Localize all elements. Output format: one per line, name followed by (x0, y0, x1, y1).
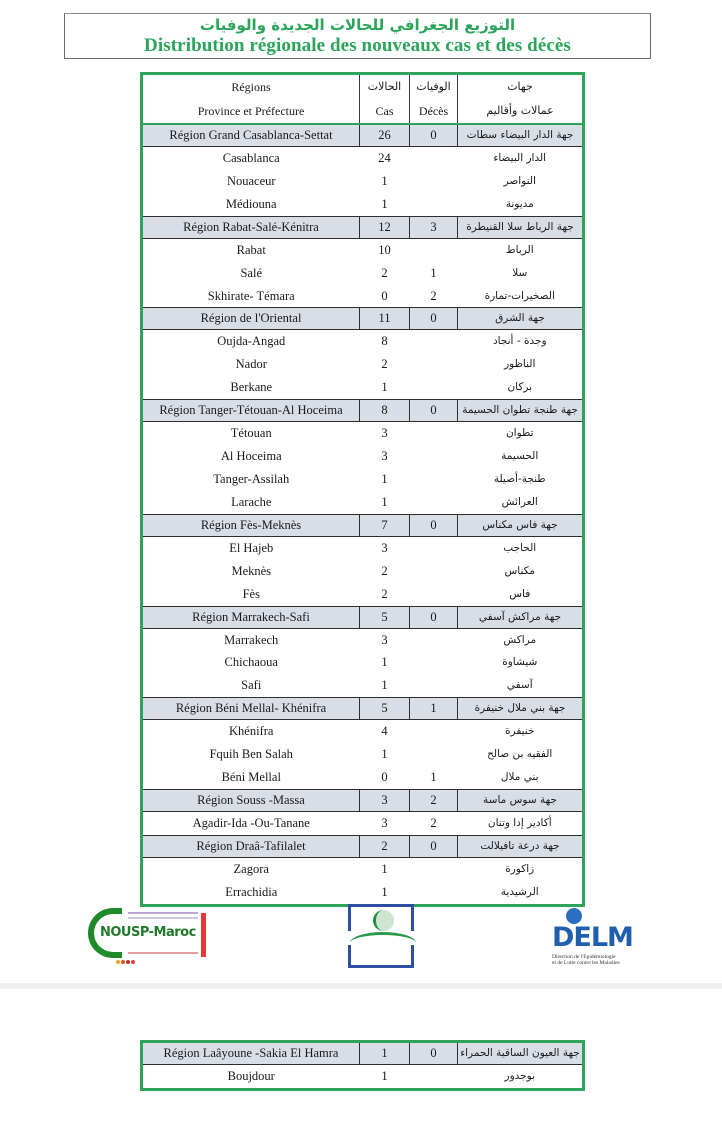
region-name-ar: جهة مراكش آسفي (458, 606, 584, 628)
province-row (142, 468, 584, 491)
province-row (142, 1065, 584, 1090)
province-deces (410, 1065, 458, 1090)
region-deces: 3 (410, 216, 458, 238)
region-name: Région Draâ-Tafilalet (142, 835, 360, 857)
region-deces: 0 (410, 1042, 458, 1065)
province-cas: 2 (381, 586, 388, 601)
region-name: Région Laâyoune -Sakia El Hamra (142, 1042, 360, 1065)
province-name-ar: الناظور (504, 358, 536, 371)
province-cas: 1 (381, 196, 388, 211)
province-deces: 1 (430, 265, 437, 280)
province-cas: 10 (378, 242, 391, 257)
province-cas: 0 (381, 770, 388, 785)
province-deces (410, 238, 458, 261)
province-cas: 4 (381, 724, 388, 739)
region-row (142, 216, 584, 238)
province-cas: 2 (381, 357, 388, 372)
province-name-ar: بوجدور (504, 1070, 535, 1082)
province-deces (410, 353, 458, 376)
province-row (142, 491, 584, 514)
title-arabic: التوزيع الجغرافي للحالات الجديدة والوفيات (199, 16, 516, 34)
province-cas: 1 (381, 747, 388, 762)
region-cas: 8 (360, 400, 410, 422)
logos-strip (0, 904, 722, 974)
region-name: Région Rabat-Salé-Kénitra (142, 216, 360, 238)
delm-subtitle-line1: Direction de l'Epidémiologie (552, 954, 616, 960)
header-cas: Cas (360, 99, 410, 124)
province-row (142, 743, 584, 766)
province-name: Chichaoua (224, 655, 278, 670)
region-deces: 1 (410, 698, 458, 720)
header-cas-ar: الحالات (360, 74, 410, 100)
title-french: Distribution régionale des nouveaux cas et des décès (144, 35, 571, 56)
region-cas: 26 (360, 124, 410, 147)
province-deces (410, 743, 458, 766)
province-name: Marrakech (224, 632, 279, 647)
province-name-ar: النواصر (503, 174, 536, 187)
nousp-caption-line (128, 912, 198, 914)
nousp-caption-line (128, 952, 198, 954)
province-name-ar: الصخيرات-تمارة (484, 289, 555, 302)
region-row (142, 308, 584, 330)
region-row (142, 124, 584, 147)
province-name-ar: شيشاوة (502, 656, 538, 669)
province-deces (410, 330, 458, 353)
province-row (142, 262, 584, 285)
province-deces (410, 583, 458, 606)
region-deces: 0 (410, 124, 458, 147)
province-deces (410, 422, 458, 445)
delm-logo (552, 908, 636, 968)
province-deces (410, 147, 458, 170)
province-row (142, 720, 584, 743)
province-row (142, 445, 584, 468)
province-name-ar: مراكش (503, 633, 537, 646)
province-name-ar: مكناس (504, 564, 536, 577)
header-regions: Régions (231, 80, 271, 94)
nousp-maroc-logo (88, 908, 208, 962)
province-name-ar: بني ملال (500, 771, 539, 784)
page-separator (0, 983, 722, 989)
province-name: El Hajeb (229, 540, 274, 555)
province-cas: 1 (381, 494, 388, 509)
province-deces (410, 170, 458, 193)
province-row (142, 857, 584, 880)
province-cas: 8 (381, 334, 388, 349)
province-name-ar: أكادير إدا وتنان (487, 816, 552, 829)
province-name: Safi (241, 678, 262, 693)
region-deces: 0 (410, 308, 458, 330)
province-name-ar: آسفي (506, 679, 533, 692)
region-deces: 2 (410, 789, 458, 811)
header-row-2 (142, 99, 584, 124)
province-deces (410, 720, 458, 743)
region-cas: 5 (360, 698, 410, 720)
province-name-ar: العرائش (501, 495, 538, 508)
region-name-ar: جهة الرباط سلا القنيطرة (458, 216, 584, 238)
region-row (142, 835, 584, 857)
province-name: Boujdour (227, 1069, 275, 1083)
province-name-ar: الحسيمة (501, 450, 539, 463)
province-deces (410, 560, 458, 583)
province-cas: 3 (381, 632, 388, 647)
province-name-ar: خنيفرة (505, 725, 535, 738)
region-row (142, 1042, 584, 1065)
delm-subtitle (552, 954, 620, 966)
province-name: Oujda-Angad (217, 334, 286, 349)
province-cas: 1 (381, 173, 388, 188)
title-box (64, 13, 651, 59)
province-row (142, 560, 584, 583)
province-name: Skhirate- Témara (207, 288, 295, 303)
distribution-table (140, 72, 585, 907)
province-row (142, 238, 584, 261)
province-name: Berkane (230, 380, 273, 395)
province-row (142, 766, 584, 789)
province-name: Salé (240, 265, 263, 280)
province-name: Nador (235, 357, 267, 372)
province-row (142, 583, 584, 606)
region-deces: 0 (410, 835, 458, 857)
province-name: Médiouna (225, 196, 277, 211)
region-name: Région Marrakech-Safi (142, 606, 360, 628)
region-cas: 5 (360, 606, 410, 628)
ministry-health-logo (348, 904, 414, 968)
province-cas: 3 (381, 449, 388, 464)
province-name: Meknès (231, 563, 272, 578)
province-row (142, 881, 584, 905)
province-name-ar: وجدة - أنجاد (492, 335, 547, 348)
province-deces (410, 651, 458, 674)
province-name: Béni Mellal (221, 770, 281, 785)
province-row (142, 170, 584, 193)
region-deces: 0 (410, 400, 458, 422)
province-row (142, 628, 584, 651)
region-name: Région Béni Mellal- Khénifra (142, 698, 360, 720)
region-name-ar: جهة بني ملال خنيفرة (458, 698, 584, 720)
nousp-red-bar (201, 913, 206, 957)
province-name: Agadir-Ida -Ou-Tanane (192, 815, 310, 830)
region-name: Région Grand Casablanca-Settat (142, 124, 360, 147)
province-name: Al Hoceima (220, 449, 282, 464)
province-name-ar: تطوان (505, 427, 534, 440)
region-name: Région Souss -Massa (142, 789, 360, 811)
province-cas: 1 (381, 1069, 388, 1083)
province-cas: 2 (381, 265, 388, 280)
province-row (142, 353, 584, 376)
region-row (142, 789, 584, 811)
region-cas: 2 (360, 835, 410, 857)
header-deces: Décès (410, 99, 458, 124)
province-name: Errachidia (225, 884, 278, 899)
province-name-ar: الدار البيضاء (493, 152, 547, 164)
province-row (142, 376, 584, 399)
province-cas: 3 (381, 426, 388, 441)
province-row (142, 193, 584, 216)
header-province: Province et Préfecture (142, 99, 360, 124)
province-deces (410, 445, 458, 468)
province-name-ar: الرشيدية (500, 885, 539, 898)
region-deces: 0 (410, 606, 458, 628)
region-name-ar: جهة الشرق (458, 308, 584, 330)
nousp-logo-text: NOUSP-Maroc (100, 925, 196, 940)
province-name: Tanger-Assilah (213, 471, 290, 486)
province-name: Nouaceur (226, 173, 276, 188)
province-cas: 1 (381, 884, 388, 899)
region-cas: 11 (360, 308, 410, 330)
region-cas: 7 (360, 514, 410, 536)
province-name-ar: فاس (509, 587, 531, 600)
province-name: Casablanca (222, 151, 280, 165)
header-row-1 (142, 74, 584, 100)
province-name-ar: زاكورة (505, 862, 535, 875)
province-name: Zagora (233, 861, 269, 876)
province-name: Tétouan (230, 426, 272, 441)
region-name: Région Tanger-Tétouan-Al Hoceima (142, 400, 360, 422)
province-name-ar: بركان (507, 381, 533, 394)
province-deces (410, 857, 458, 880)
province-cas: 3 (381, 540, 388, 555)
province-deces (410, 536, 458, 559)
delm-subtitle-line2: et de Lutte contre les Maladies (552, 960, 620, 966)
province-row (142, 651, 584, 674)
distribution-table-continued (140, 1040, 585, 1091)
region-cas: 12 (360, 216, 410, 238)
province-deces (410, 491, 458, 514)
region-name-ar: جهة طنجة تطوان الحسيمة (458, 400, 584, 422)
province-cas: 1 (381, 861, 388, 876)
delm-logo-text: DELM (552, 922, 633, 953)
header-deces-ar: الوفيات (410, 74, 458, 100)
province-name-ar: طنجة-أصيلة (493, 472, 546, 485)
province-row (142, 811, 584, 835)
province-deces (410, 193, 458, 216)
province-cas: 24 (378, 151, 391, 165)
crescent-icon (373, 910, 394, 931)
province-name: Rabat (236, 242, 266, 257)
province-name-ar: الحاجب (503, 541, 537, 554)
nousp-caption-line (128, 917, 198, 919)
header-provinces-ar: عمالات وأقاليم (458, 99, 584, 124)
province-cas: 0 (381, 288, 388, 303)
province-name-ar: سلا (512, 266, 528, 279)
region-name: Région de l'Oriental (142, 308, 360, 330)
province-cas: 1 (381, 380, 388, 395)
region-row (142, 698, 584, 720)
header-regions-ar: جهات (458, 74, 584, 100)
province-row (142, 147, 584, 170)
province-row (142, 536, 584, 559)
province-deces (410, 468, 458, 491)
province-deces (410, 674, 458, 697)
region-row (142, 606, 584, 628)
province-deces: 2 (430, 815, 437, 830)
province-deces (410, 628, 458, 651)
province-deces: 1 (430, 770, 437, 785)
province-cas: 1 (381, 678, 388, 693)
province-cas: 1 (381, 471, 388, 486)
region-name: Région Fès-Meknès (142, 514, 360, 536)
province-deces: 2 (430, 288, 437, 303)
region-name-ar: جهة درعة تافيلالت (458, 835, 584, 857)
region-cas: 3 (360, 789, 410, 811)
province-name: Larache (231, 494, 272, 509)
province-row (142, 674, 584, 697)
region-cas: 1 (360, 1042, 410, 1065)
region-name-ar: جهة العيون الساقية الحمراء (458, 1042, 584, 1065)
region-name-ar: جهة سوس ماسة (458, 789, 584, 811)
province-row (142, 285, 584, 308)
province-cas: 3 (381, 815, 388, 830)
region-row (142, 400, 584, 422)
province-name-ar: مديونة (505, 197, 534, 210)
province-name-ar: الرباط (505, 243, 534, 256)
province-row (142, 330, 584, 353)
province-name: Khénifra (229, 724, 274, 739)
province-cas: 2 (381, 563, 388, 578)
province-name: Fès (242, 586, 260, 601)
province-row (142, 422, 584, 445)
province-name: Fquih Ben Salah (209, 747, 293, 762)
region-name-ar: جهة فاس مكناس (458, 514, 584, 536)
province-cas: 1 (381, 655, 388, 670)
region-row (142, 514, 584, 536)
province-name-ar: الفقيه بن صالح (487, 748, 553, 761)
region-deces: 0 (410, 514, 458, 536)
province-deces (410, 376, 458, 399)
region-name-ar: جهة الدار البيضاء سطات (458, 124, 584, 147)
province-deces (410, 881, 458, 905)
